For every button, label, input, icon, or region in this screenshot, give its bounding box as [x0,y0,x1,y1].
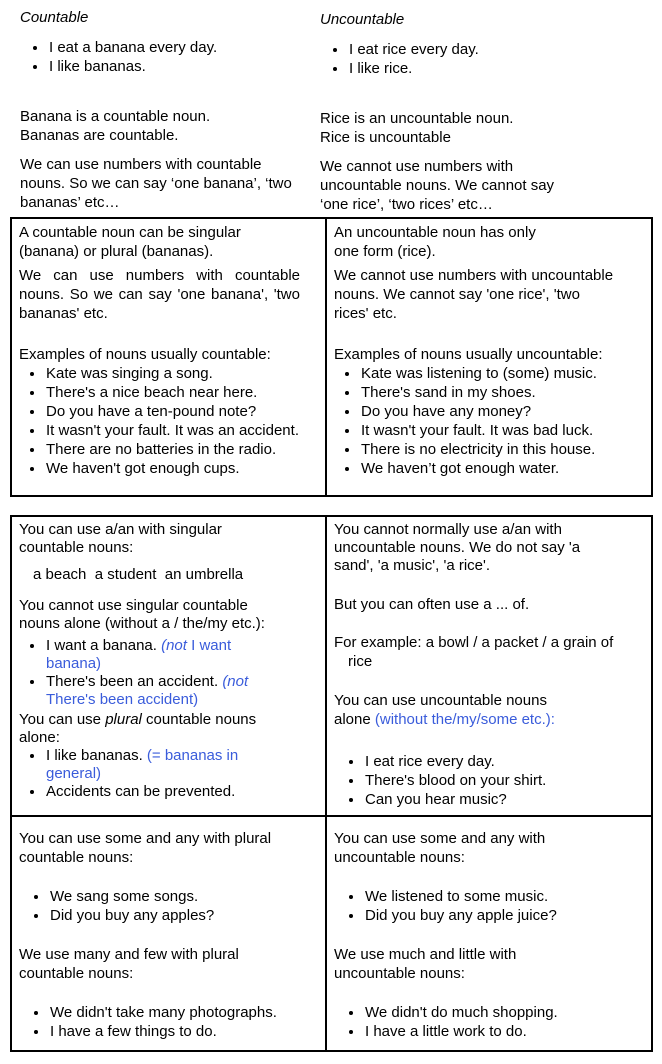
paragraph: We can use numbers with countable nouns. So we can say 'one banana', 'two bananas' etc. [19,267,300,322]
countable-statement [20,107,312,145]
paragraph: An uncountable noun has only one form (rice). [334,224,536,260]
uncountable-cell [326,816,652,1051]
list-item [45,747,252,783]
uncountable-heading: Uncountable [320,11,405,28]
singular-plural-table [10,217,653,497]
intro-uncountable-column [320,10,655,214]
text-segment: countable nouns alone: [19,711,257,746]
table-row [11,516,652,816]
list-item: • We listened to some music. [364,887,644,906]
paragraph: You cannot use singular countable nouns alone (without a / the/my etc.): [19,597,265,632]
table-row [11,816,652,1051]
paragraph: We use much and little with uncountable nouns: [334,946,517,982]
list-item [45,637,252,673]
statement-line: Rice is an uncountable noun. [320,110,514,127]
countable-cell [11,516,326,816]
intro-countable-column [20,8,312,212]
uncountable-cell [326,218,652,496]
countable-numbers-paragraph: We can use numbers with countable nouns. So we can say ‘one banana’, ‘two bananas’ etc… [20,156,292,211]
list-item: • Do you have a ten-pound note? [45,402,318,421]
list-item: • There's sand in my shoes. [360,383,644,402]
list-item: • There are no batteries in the radio. [45,440,318,459]
text-segment: You can use uncountable nouns alone [334,692,547,728]
list-item: • We sang some songs. [49,887,318,906]
uncountable-cell [326,516,652,816]
list-item: • Did you buy any apples? [49,906,318,925]
table-row [11,218,652,496]
some-any-examples [19,887,318,925]
list-item: • Kate was listening to (some) music. [360,364,644,383]
list-item: • Accidents can be prevented. [45,783,252,801]
articles-quantifiers-table [10,515,653,1052]
some-any-examples [334,887,644,925]
wrong-form-annotation: There's been accident) [46,691,199,708]
singular-examples-list [19,637,252,709]
statement-line: Bananas are countable. [20,127,179,144]
uncountable-alone-examples [334,752,644,809]
examples-heading: Examples of nouns usually uncountable: [334,346,603,363]
list-item: • I like rice. [348,59,655,78]
uncountable-noun-examples [334,364,644,478]
plural-emphasis: plural [105,711,142,728]
paragraph: We use many and few with plural countable nouns: [19,946,239,982]
list-item: • Do you have any money? [360,402,644,421]
meaning-annotation: (= bananas in general) [46,747,239,782]
list-item: • I have a little work to do. [364,1022,644,1041]
not-annotation: (not [161,637,187,654]
paragraph: We cannot use numbers with uncountable nouns. We cannot say 'one rice', 'two rices' etc. [334,267,614,322]
statement-line: Banana is a countable noun. [20,108,211,125]
countable-cell [11,816,326,1051]
plural-examples-list [19,747,252,801]
examples-heading: Examples of nouns usually countable: [19,346,271,363]
paragraph: But you can often use a ... of. [334,596,530,613]
list-item: • Can you hear music? [364,790,644,809]
list-item: • Kate was singing a song. [45,364,318,383]
countable-heading: Countable [20,9,89,26]
list-item: • I eat rice every day. [364,752,644,771]
list-item: • I eat a banana every day. [48,38,312,57]
paragraph: You cannot normally use a/an with uncountable nouns. We do not say 'a sand', 'a music', 'a rice'. [334,521,581,574]
list-item: • We haven't got enough cups. [45,459,318,478]
list-item: • I have a few things to do. [49,1022,318,1041]
list-item: • Did you buy any apple juice? [364,906,644,925]
uncountable-statement [320,109,655,147]
countable-example-list [20,38,312,76]
list-item: • We didn't do much shopping. [364,1003,644,1022]
uncountable-example-list [320,40,655,78]
uncountable-numbers-paragraph: We cannot use numbers with uncountable nouns. We cannot say ‘one rice’, ‘two rices’ etc… [320,158,555,213]
paragraph: You can use some and any with uncountable nouns: [334,830,546,866]
paragraph: You can use some and any with plural countable nouns: [19,830,272,866]
intro-section [0,0,662,217]
list-item: • It wasn't your fault. It was bad luck. [360,421,644,440]
list-item: • There's a nice beach near here. [45,383,318,402]
paragraph: For example: a bowl / a packet / a grain of rice [334,634,614,670]
list-item: • There's blood on your shirt. [364,771,644,790]
paragraph: A countable noun can be singular (banana) or plural (bananas). [19,224,241,260]
example-text: I want a banana. [46,637,162,654]
list-item: • It wasn't your fault. It was an accident. [45,421,318,440]
countable-cell [11,218,326,496]
example-text: I like bananas. [46,747,147,764]
without-annotation: (without the/my/some etc.): [374,711,555,728]
statement-line: Rice is uncountable [320,129,451,146]
paragraph: You can use a/an with singular countable nouns: [19,521,222,556]
list-item [45,673,252,709]
list-item: • We didn't take many photographs. [49,1003,318,1022]
example-text: There's been an accident. [46,673,223,690]
countable-noun-examples [19,364,318,478]
paragraph [334,691,576,729]
wrong-form-annotation: I want banana) [46,637,232,672]
list-item: • We haven’t got enough water. [360,459,644,478]
list-item: • I like bananas. [48,57,312,76]
much-little-examples [334,1003,644,1041]
not-annotation: (not [222,673,249,690]
list-item: • There is no electricity in this house. [360,440,644,459]
paragraph [19,711,285,747]
list-item: • I eat rice every day. [348,40,655,59]
a-an-examples-line: a beach a student an umbrella [33,566,244,583]
text-segment: You can use [19,711,106,728]
many-few-examples [19,1003,318,1041]
